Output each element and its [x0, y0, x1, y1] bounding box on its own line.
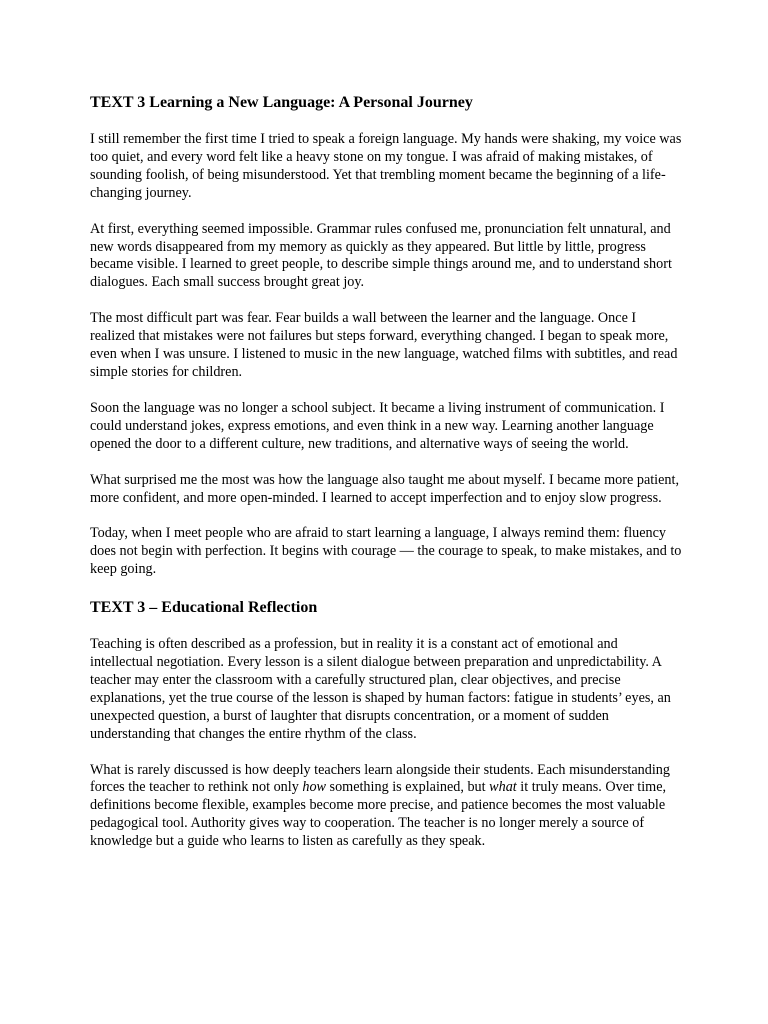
section-title-language-journey: TEXT 3 Learning a New Language: A Personal Journey: [90, 94, 473, 111]
paragraph: I still remember the first time I tried to speak a foreign language. My hands were shaking, my voice was too quiet, and every word felt like a heavy stone on my tongue. I was afraid of making mistakes, of sounding foolish, of being misunderstood. Yet that trembling moment became the beginning of a life-changing journey.: [90, 131, 682, 201]
text-run: it truly means. Over time, definitions become flexible, examples become more precise, and patience becomes the most valuable pedagogical tool. Authority gives way to cooperation. The teacher is no longer merely a source of knowledge but a guide who learns to listen as carefully as they speak.: [90, 779, 667, 850]
paragraph: The most difficult part was fear. Fear builds a wall between the learner and the language. Once I realized that mistakes were not failures but steps forward, everything changed. I began to speak more, even when I was unsure. I listened to music in the new language, watched films with subtitles, and read simple stories for children.: [90, 310, 678, 380]
paragraph: Soon the language was no longer a school subject. It became a living instrument of communication. I could understand jokes, express emotions, and even think in a new way. Learning another language opened the door to a different culture, new traditions, and alternative ways of seeing the world.: [90, 399, 665, 452]
paragraph-with-emphasis: [90, 762, 682, 852]
text-run: What is rarely discussed is how deeply teachers learn alongside their students. Each misunderstanding forces the teacher to rethink not only: [90, 761, 670, 796]
document-page: [90, 94, 682, 869]
paragraph: What surprised me the most was how the language also taught me about myself. I became more patient, more confident, and more open-minded. I learned to accept imperfection and to enjoy slow progress.: [90, 471, 680, 506]
emphasis-what: what: [489, 779, 517, 796]
emphasis-how: how: [302, 779, 326, 796]
paragraph: At first, everything seemed impossible. Grammar rules confused me, pronunciation felt unnatural, and new words disappeared from my memory as quickly as they appeared. But little by little, progress became visible. I learned to greet people, to describe simple things around me, and to understand short dialogues. Each small success brought great joy.: [90, 220, 672, 291]
text-run: something is explained, but: [326, 779, 490, 796]
paragraph: Teaching is often described as a profession, but in reality it is a constant act of emotional and intellectual negotiation. Every lesson is a silent dialogue between preparation and unpredictability. A teacher may enter the classroom with a carefully structured plan, clear objectives, and precise explanations, yet the true course of the lesson is shaped by human factors: fatigue in students’ eyes, an unexpected question, a burst of laughter that disrupts concentration, or a moment of sudden understanding that changes the entire rhythm of the class.: [90, 636, 671, 742]
paragraph: Today, when I meet people who are afraid to start learning a language, I always remind them: fluency does not begin with perfection. It begins with courage — the courage to speak, to make mistakes, and to keep going.: [90, 525, 682, 578]
section-title-educational-reflection: TEXT 3 – Educational Reflection: [90, 599, 318, 617]
